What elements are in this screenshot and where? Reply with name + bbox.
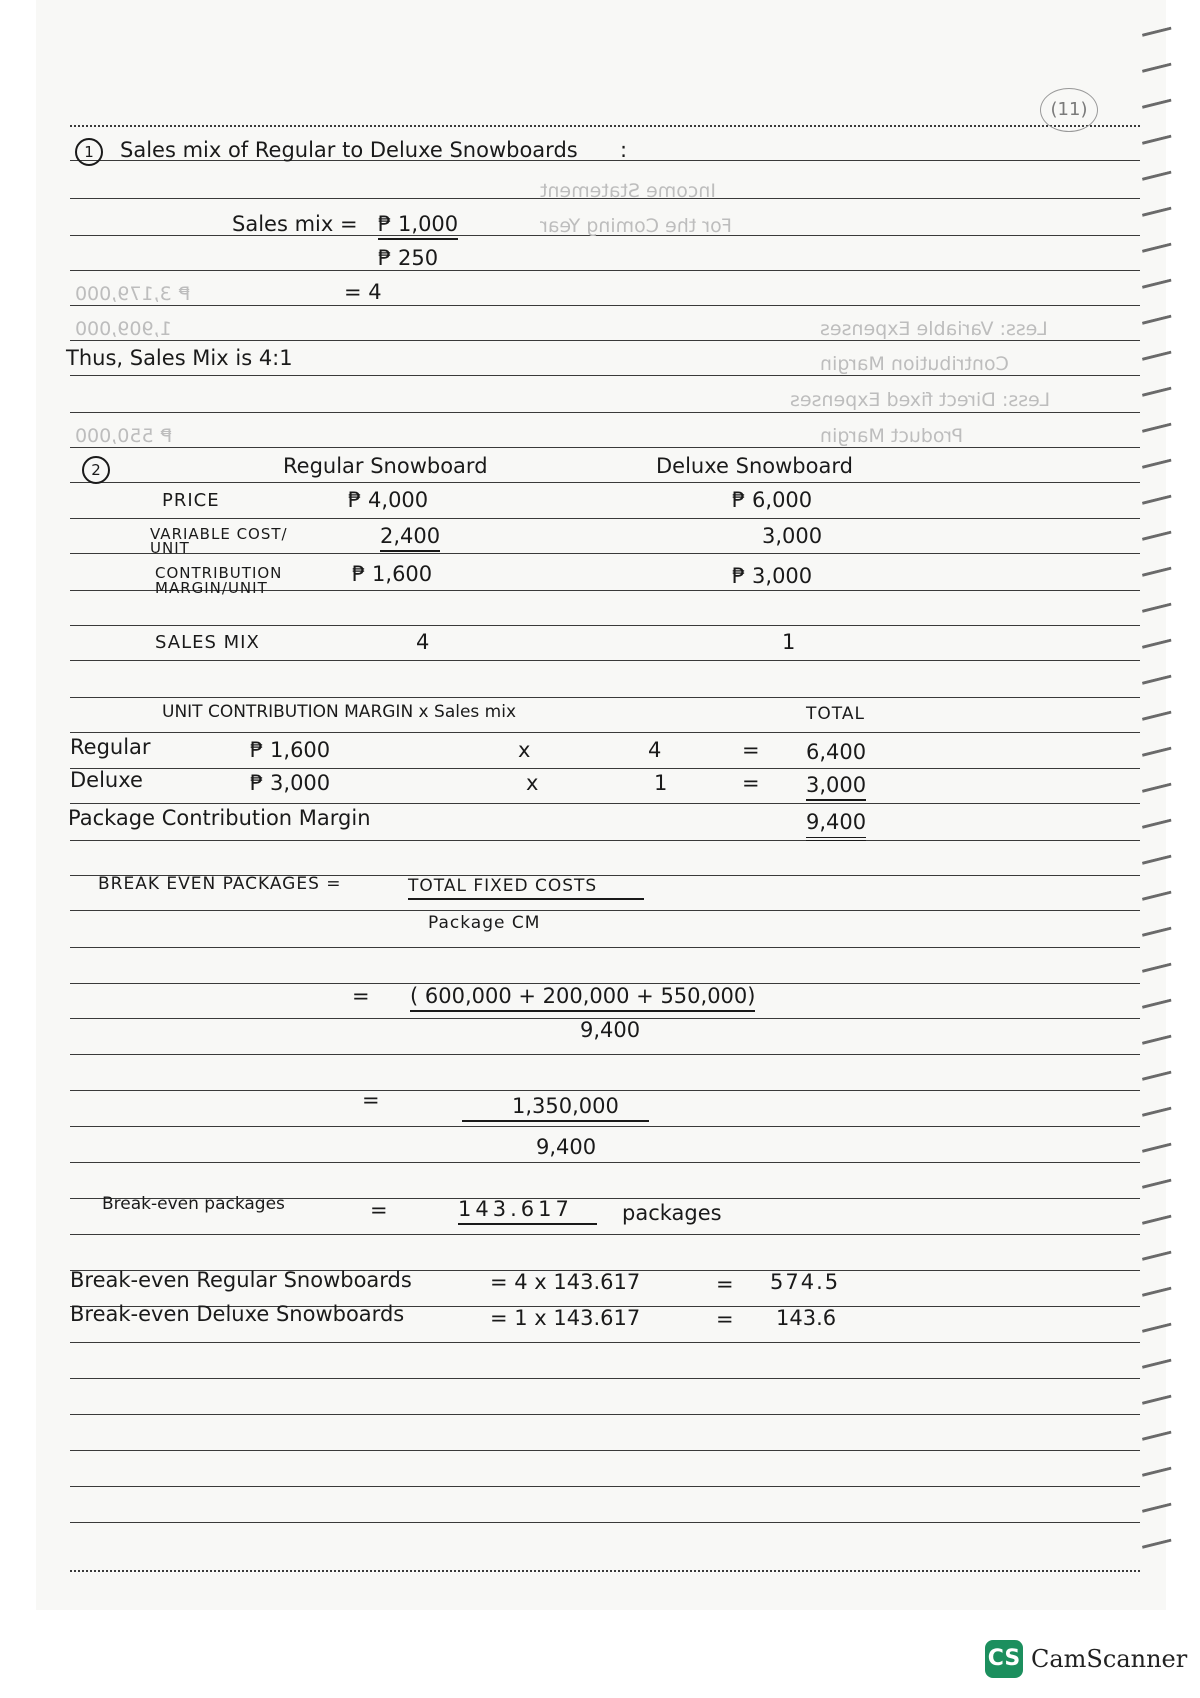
be-packages-unit: packages	[622, 1201, 722, 1225]
row-price-regular: ₱ 4,000	[348, 488, 429, 512]
cm-row-deluxe-eq: =	[742, 771, 760, 795]
cm-row-deluxe-total: 3,000	[806, 775, 866, 801]
camscanner-logo-icon: CS	[985, 1640, 1023, 1678]
q1-heading: Sales mix of Regular to Deluxe Snowboards	[120, 138, 578, 162]
col-deluxe-header: Deluxe Snowboard	[656, 454, 853, 478]
cm-row-regular-x: x	[518, 738, 531, 762]
q1-number: 1	[75, 138, 103, 166]
be-regular-eq: =	[716, 1272, 734, 1296]
calc1-eq: =	[352, 984, 370, 1008]
package-cm-label: Package Contribution Margin	[68, 806, 371, 830]
col-regular-header: Regular Snowboard	[283, 454, 488, 478]
calc2-denominator: 9,400	[536, 1135, 597, 1159]
cm-row-deluxe-cm: ₱ 3,000	[250, 771, 331, 795]
be-packages-eq: =	[370, 1198, 388, 1222]
be-packages-label: Break-even packages	[102, 1194, 285, 1214]
be-deluxe-value: 143.6	[776, 1306, 837, 1330]
cm-row-regular-mix: 4	[648, 738, 662, 762]
row-sales-mix-label: SALES MIX	[155, 632, 260, 653]
be-deluxe-eq: =	[716, 1307, 734, 1331]
q2-number: 2	[82, 456, 110, 484]
be-formula-label: BREAK EVEN PACKAGES =	[98, 874, 342, 894]
row-variable-cost-deluxe: 3,000	[762, 524, 823, 548]
q1-heading-colon: :	[620, 138, 628, 162]
be-packages-value: 143.617	[458, 1199, 597, 1225]
calc2-numerator: 1,350,000	[462, 1096, 649, 1122]
cm-row-regular-total: 6,400	[806, 740, 867, 764]
calc2-eq: =	[362, 1088, 380, 1112]
notebook-page	[36, 0, 1166, 1610]
row-sales-mix-regular: 4	[416, 630, 430, 654]
cm-row-deluxe-x: x	[526, 771, 539, 795]
sales-mix-conclusion: Thus, Sales Mix is 4:1	[66, 346, 293, 370]
cm-row-deluxe-mix: 1	[654, 771, 668, 795]
camscanner-watermark	[985, 1640, 1187, 1678]
be-deluxe-label: Break-even Deluxe Snowboards	[70, 1302, 405, 1326]
be-deluxe-calc: = 1 x 143.617	[490, 1306, 641, 1330]
cm-row-regular-eq: =	[742, 738, 760, 762]
row-price-deluxe: ₱ 6,000	[732, 488, 813, 512]
camscanner-brand: CamScanner	[1031, 1645, 1188, 1673]
cm-table-total-header: TOTAL	[806, 704, 865, 724]
be-formula-denominator: Package CM	[428, 913, 541, 933]
be-regular-value: 574.5	[770, 1270, 841, 1294]
cm-row-deluxe-label: Deluxe	[70, 768, 143, 792]
calc1-numerator: ( 600,000 + 200,000 + 550,000)	[410, 986, 755, 1012]
calc1-denominator: 9,400	[580, 1018, 641, 1042]
row-price-label: PRICE	[162, 490, 220, 511]
row-variable-cost-label: VARIABLE COST/ UNIT	[150, 525, 288, 557]
row-cm-regular: ₱ 1,600	[352, 562, 433, 586]
sales-mix-numerator: ₱ 1,000	[378, 214, 458, 240]
be-regular-label: Break-even Regular Snowboards	[70, 1268, 412, 1292]
page-number: (11)	[1040, 88, 1098, 132]
row-cm-deluxe: ₱ 3,000	[732, 564, 813, 588]
be-formula-numerator: TOTAL FIXED COSTS	[408, 878, 644, 900]
row-variable-cost-regular: 2,400	[380, 526, 440, 552]
cm-row-regular-cm: ₱ 1,600	[250, 738, 331, 762]
sales-mix-denominator: ₱ 250	[378, 246, 439, 270]
row-sales-mix-deluxe: 1	[782, 630, 796, 654]
sales-mix-formula-label: Sales mix =	[232, 212, 358, 236]
package-cm-total: 9,400	[806, 812, 866, 841]
sales-mix-result: = 4	[344, 280, 382, 304]
be-regular-calc: = 4 x 143.617	[490, 1270, 641, 1294]
cm-table-header: UNIT CONTRIBUTION MARGIN x Sales mix	[162, 702, 517, 722]
row-cm-label: CONTRIBUTION MARGIN/UNIT	[155, 564, 283, 597]
cm-row-regular-label: Regular	[70, 735, 151, 759]
